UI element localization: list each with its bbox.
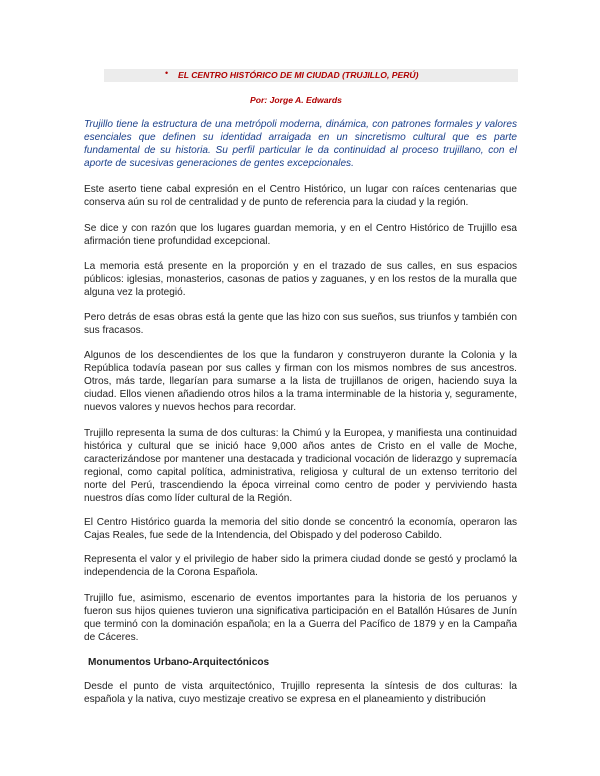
paragraph-9: Trujillo fue, asimismo, escenario de eventos importantes para la historia de los peruanos y fueron sus hijos quienes tuvieron una significativa participación en el Batallón Húsares de Junín que terminó con la dominación española; en la a Guerra del Pacífico de 1879 y en la Campaña de Cáceres. (84, 593, 517, 643)
author-line: Por: Jorge A. Edwards (250, 95, 342, 105)
paragraph-8: Representa el valor y el privilegio de haber sido la primera ciudad donde se gestó y proclamó la independencia de la Corona Española. (84, 554, 517, 578)
paragraph-4: Pero detrás de esas obras está la gente que las hizo con sus sueños, sus triunfos y también con sus fracasos. (84, 312, 517, 336)
paragraph-5: Algunos de los descendientes de los que la fundaron y construyeron durante la Colonia y la República todavía pasean por sus calles y firman con los mismos nombres de sus ancestros. Otros, más tarde, llegarían para sumarse a la lista de trujillanos de origen, haciendo suya la ciudad. Ellos vienen añadiendo otros hilos a la trama interminable de la historia y, seguramente, nuevos valores y nuevos hechos para recordar. (84, 350, 517, 413)
bullet-icon: • (165, 68, 169, 78)
section-heading: Monumentos Urbano-Arquitectónicos (88, 657, 270, 668)
paragraph-6: Trujillo representa la suma de dos culturas: la Chimú y la Europea, y manifiesta una continuidad histórica y cultural que se inició hace 9,000 años antes de Cristo en el valle de Moche, caracterizándose por mantener una destacada y tradicional vocación de liderazgo y supremacía regional, como capital política, administrativa, religiosa y cultural de un extenso territorio del norte del Perú, trascendiendo la época virreinal como centro de poder y perviviendo hasta nuestros días como líder cultural de la Región. (84, 428, 517, 504)
intro-paragraph: Trujillo tiene la estructura de una metrópoli moderna, dinámica, con patrones formales y valores esenciales que definen su identidad arraigada en un sincretismo cultural que es parte fundamental de su historia. Su perfil particular le da continuidad al proceso trujillano, con el aporte de sucesivas generaciones de gentes excepcionales. (84, 119, 517, 169)
paragraph-10: Desde el punto de vista arquitectónico, Trujillo representa la síntesis de dos culturas: la española y la nativa, cuyo mestizaje creativo se expresa en el planeamiento y distribución (84, 681, 517, 705)
document-title: EL CENTRO HISTÓRICO DE MI CIUDAD (TRUJILLO, PERÚ) (178, 70, 419, 80)
paragraph-7: El Centro Histórico guarda la memoria del sitio donde se concentró la economía, operaron las Cajas Reales, fue sede de la Intendencia, del Obispado y del poderoso Cabildo. (84, 517, 517, 541)
paragraph-2: Se dice y con razón que los lugares guardan memoria, y en el Centro Histórico de Trujillo esa afirmación tiene profundidad excepcional. (84, 223, 517, 247)
paragraph-1: Este aserto tiene cabal expresión en el Centro Histórico, un lugar con raíces centenarias que conserva aún su rol de centralidad y de punto de referencia para la ciudad y la región. (84, 184, 517, 208)
paragraph-3: La memoria está presente en la proporción y en el trazado de sus calles, en sus espacios públicos: iglesias, monasterios, casonas de patios y zaguanes, y en los restos de la muralla que alguna vez la protegió. (84, 261, 517, 298)
